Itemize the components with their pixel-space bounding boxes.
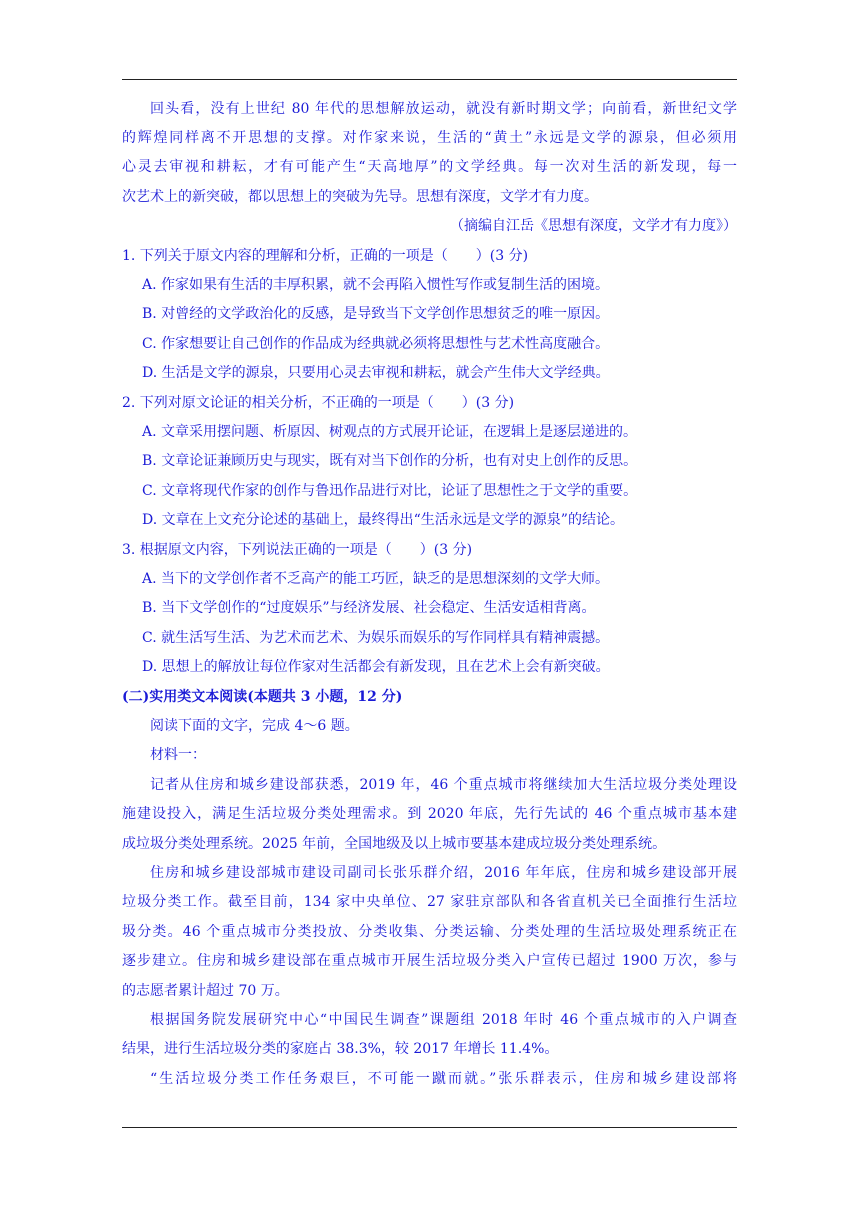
question-1-option-a: A. 作家如果有生活的丰厚积累，就不会再陷入惯性写作或复制生活的困境。 [142, 277, 610, 293]
question-2-option-b: B. 文章论证兼顾历史与现实，既有对当下创作的分析，也有对史上创作的反思。 [142, 453, 638, 469]
question-2-option-c: C. 文章将现代作家的创作与鲁迅作品进行对比，论证了思想性之于文学的重要。 [142, 483, 638, 499]
paragraph-line: 成垃圾分类处理系统。2025 年前，全国地级及以上城市要基本建成垃圾分类处理系统。 [122, 836, 667, 852]
paragraph-line: 记者从住房和城乡建设部获悉，2019 年，46 个重点城市将继续加大生活垃圾分类处理设 [150, 777, 737, 793]
paragraph-line: 圾分类。46 个重点城市分类投放、分类收集、分类运输、分类处理的生活垃圾处理系统正在 [122, 924, 737, 940]
section-heading: (二)实用类文本阅读(本题共 3 小题，12 分) [122, 689, 403, 705]
question-2: 2. 下列对原文论证的相关分析，不正确的一项是（ ）(3 分) [122, 395, 515, 411]
question-1-option-d: D. 生活是文学的源泉，只要用心灵去审视和耕耘，就会产生伟大文学经典。 [142, 365, 610, 381]
question-2-option-d: D. 文章在上文充分论述的基础上，最终得出“生活永远是文学的源泉”的结论。 [142, 512, 624, 528]
paragraph-line: 的志愿者累计超过 70 万。 [122, 983, 289, 999]
question-1-option-c: C. 作家想要让自己创作的作品成为经典就必须将思想性与艺术性高度融合。 [142, 336, 610, 352]
question-1-option-b: B. 对曾经的文学政治化的反感，是导致当下文学创作思想贫乏的唯一原因。 [142, 306, 610, 322]
question-3-option-a: A. 当下的文学创作者不乏高产的能工巧匠，缺乏的是思想深刻的文学大师。 [142, 571, 610, 587]
question-2-option-a: A. 文章采用摆问题、析原因、树观点的方式展开论证，在逻辑上是逐层递进的。 [142, 424, 638, 440]
footer-rule [122, 1127, 737, 1128]
question-3-option-c: C. 就生活写生活、为艺术而艺术、为娱乐而娱乐的写作同样具有精神震撼。 [142, 630, 610, 646]
question-3-option-d: D. 思想上的解放让每位作家对生活都会有新发现，且在艺术上会有新突破。 [142, 659, 610, 675]
paragraph-line: 心灵去审视和耕耘，才有可能产生“天高地厚”的文学经典。每一次对生活的新发现，每一 [122, 159, 737, 175]
instruction-text: 阅读下面的文字，完成 4～6 题。 [150, 718, 359, 734]
paragraph-line: 逐步建立。住房和城乡建设部在重点城市开展生活垃圾分类入户宣传已超过 1900 万次，参与 [122, 953, 737, 969]
source-citation: （摘编自江岳《思想有深度，文学才有力度》） [450, 218, 737, 234]
question-3-option-b: B. 当下文学创作的“过度娱乐”与经济发展、社会稳定、生活安适相背离。 [142, 600, 596, 616]
paragraph-line: 施建设投入，满足生活垃圾分类处理需求。到 2020 年底，先行先试的 46 个重点城市基本建 [122, 806, 737, 822]
paragraph-line: 回头看，没有上世纪 80 年代的思想解放运动，就没有新时期文学；向前看，新世纪文学 [150, 101, 737, 117]
paragraph-line: 的辉煌同样离不开思想的支撑。对作家来说，生活的“黄土”永远是文学的源泉，但必须用 [122, 130, 737, 146]
paragraph-line: 垃圾分类工作。截至目前，134 家中央单位、27 家驻京部队和各省直机关已全面推行生活垃 [122, 894, 737, 910]
question-3: 3. 根据原文内容，下列说法正确的一项是（ ）(3 分) [122, 542, 473, 558]
paragraph-line: 根据国务院发展研究中心“中国民生调查”课题组 2018 年时 46 个重点城市的入户调查 [150, 1012, 737, 1028]
paragraph-line: 次艺术上的新突破，都以思想上的突破为先导。思想有深度，文学才有力度。 [122, 189, 598, 205]
paragraph-line: 住房和城乡建设部城市建设司副司长张乐群介绍，2016 年年底，住房和城乡建设部开展 [150, 865, 737, 881]
header-rule [122, 79, 737, 80]
question-1: 1. 下列关于原文内容的理解和分析，正确的一项是（ ）(3 分) [122, 248, 529, 264]
paragraph-line: 结果，进行生活垃圾分类的家庭占 38.3%，较 2017 年增长 11.4%。 [122, 1041, 559, 1057]
paragraph-line: “生活垃圾分类工作任务艰巨，不可能一蹴而就。”张乐群表示，住房和城乡建设部将 [150, 1071, 737, 1087]
material-label: 材料一： [150, 747, 206, 763]
